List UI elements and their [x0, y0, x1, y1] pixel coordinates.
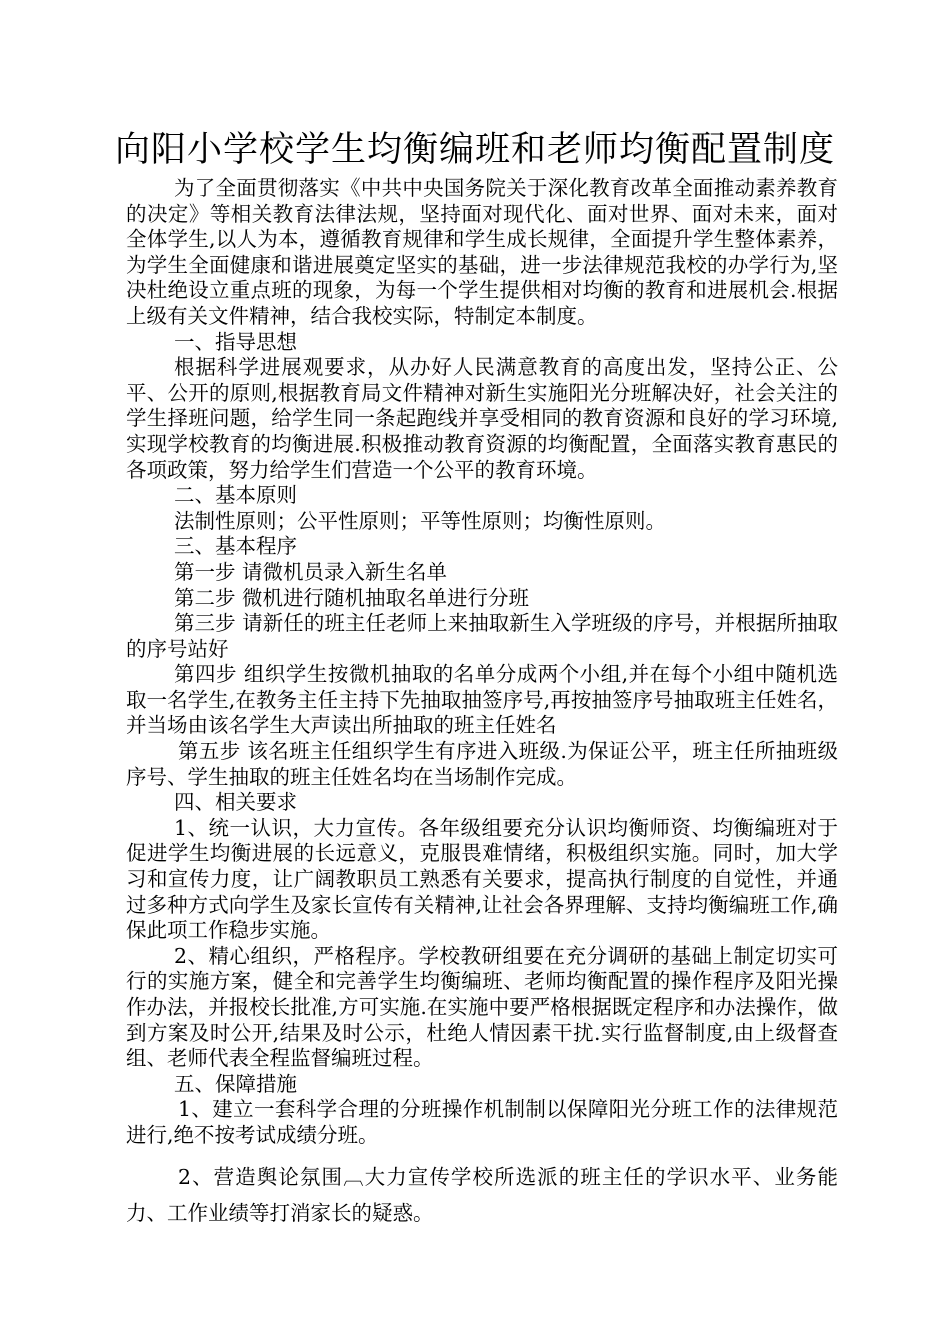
document-title: 向阳小学校学生均衡编班和老师均衡配置制度 [114, 130, 835, 170]
section-heading-basic-principles: 二、基本原则 [174, 483, 297, 508]
basic-principles-paragraph: 法制性原则；公平性原则；平等性原则；均衡性原则。 [174, 508, 666, 533]
section-heading-safeguards: 五、保障措施 [174, 1071, 297, 1096]
section-heading-requirements: 四、相关要求 [174, 790, 297, 815]
document-body [126, 176, 838, 1231]
procedure-step-4: 第四步 组织学生按微机抽取的名单分成两个小组,并在每个小组中随机选取一名学生,在教务主任主持下先抽取抽签序号,再按抽签序号抽取班主任姓名，并当场由该名学生大声读出所抽取的班主任姓名 [126, 662, 838, 738]
procedure-step-1: 第一步 请微机员录入新生名单 [174, 559, 448, 584]
requirement-2: 2、精心组织，严格程序。学校教研组要在充分调研的基础上制定切实可行的实施方案，健全和完善学生均衡编班、老师均衡配置的操作程序及阳光操作办法，并报校长批准,方可实施.在实施中要严格根据既定程序和办法操作，做到方案及时公开,结果及时公示，杜绝人情因素干扰.实行监督制度,由上级督查组、老师代表全程监督编班过程。 [126, 943, 838, 1071]
safeguard-1: 1、建立一套科学合理的分班操作机制制以保障阳光分班工作的法律规范进行,绝不按考试成绩分班。 [126, 1097, 838, 1147]
section-heading-guiding-ideology: 一、指导思想 [174, 329, 297, 354]
procedure-step-5: 第五步 该名班主任组织学生有序进入班级.为保证公平，班主任所抽班级序号、学生抽取的班主任姓名均在当场制作完成。 [126, 739, 838, 789]
safeguard-2: 2、营造舆论氛围︹大力宣传学校所选派的班主任的学识水平、业务能力、工作业绩等打消家长的疑惑。 [126, 1164, 838, 1225]
section-heading-basic-procedure: 三、基本程序 [174, 534, 297, 559]
requirement-1: 1、统一认识，大力宣传。各年级组要充分认识均衡师资、均衡编班对于促进学生均衡进展的长远意义，克服畏难情绪，积极组织实施。同时，加大学习和宣传力度，让广阔教职员工熟悉有关要求，提高执行制度的自觉性，并通过多种方式向学生及家长宣传有关精神,让社会各界理解、支持均衡编班工作,确保此项工作稳步实施。 [126, 815, 838, 943]
procedure-step-3: 第三步 请新任的班主任老师上来抽取新生入学班级的序号，并根据所抽取的序号站好 [126, 611, 838, 661]
guiding-ideology-paragraph: 根据科学进展观要求，从办好人民满意教育的高度出发，坚持公正、公平、公开的原则,根据教育局文件精神对新生实施阳光分班解决好，社会关注的学生择班问题，给学生同一条起跑线并享受相同的教育资源和良好的学习环境,实现学校教育的均衡进展.积极推动教育资源的均衡配置，全面落实教育惠民的各项政策，努力给学生们营造一个公平的教育环境。 [126, 355, 838, 482]
intro-paragraph: 为了全面贯彻落实《中共中央国务院关于深化教育改革全面推动素养教育的决定》等相关教育法律法规，坚持面对现代化、面对世界、面对未来，面对全体学生,以人为本，遵循教育规律和学生成长规律，全面提升学生整体素养，为学生全面健康和谐进展奠定坚实的基础，进一步法律规范我校的办学行为,坚决杜绝设立重点班的现象，为每一个学生提供相对均衡的教育和进展机会.根据上级有关文件精神，结合我校实际，特制定本制度。 [126, 176, 838, 328]
procedure-step-2: 第二步 微机进行随机抽取名单进行分班 [174, 585, 530, 610]
